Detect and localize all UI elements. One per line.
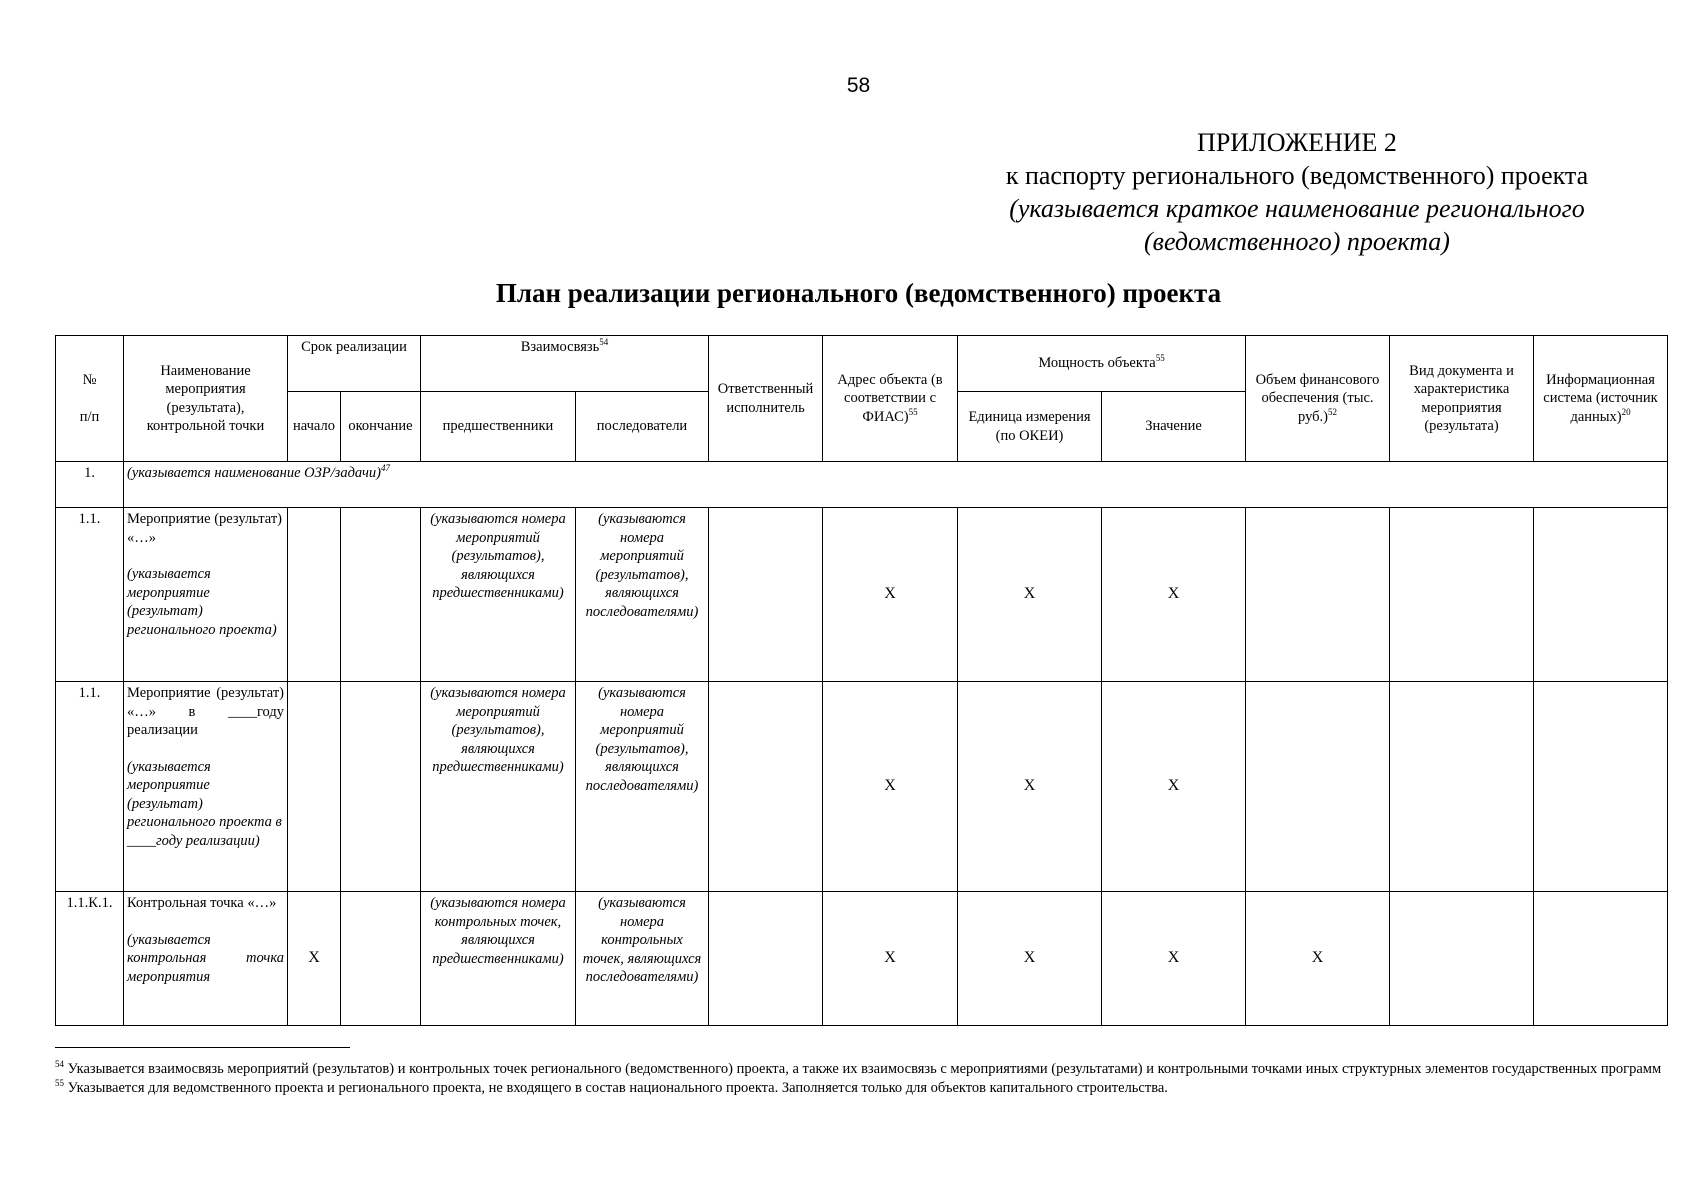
footnotes — [55, 1060, 1667, 1098]
row-unit: X — [958, 682, 1102, 892]
header-responsible: Ответственный исполнитель — [709, 336, 823, 462]
appendix-subtitle: к паспорту регионального (ведомственного) проекта — [1005, 161, 1589, 190]
row-info-system — [1534, 508, 1668, 682]
row-info-system — [1534, 892, 1668, 1026]
appendix-note-line2: (ведомственного) проекта) — [1144, 227, 1450, 256]
header-term: Срок реализации — [288, 336, 421, 392]
row-successors: (указываются номера мероприятий (результатов), являющихся последователями) — [576, 682, 709, 892]
row-end — [341, 682, 421, 892]
row-responsible — [709, 892, 823, 1026]
row-name-note: (указывается контрольная точка мероприятия — [127, 931, 284, 985]
row-finance — [1246, 682, 1390, 892]
row-finance — [1246, 508, 1390, 682]
row-name: Контрольная точка «…» (указывается контрольная точка мероприятия — [124, 892, 288, 1026]
section-text: (указывается наименование ОЗР/задачи)$^{47}$ — [124, 462, 1668, 508]
row-value: X — [1102, 682, 1246, 892]
row-predecessors: (указываются номера мероприятий (результатов), являющихся предшественниками) — [421, 508, 576, 682]
footnote-ref-47: 47 — [380, 463, 390, 474]
header-predecessors: предшественники — [421, 392, 576, 462]
header-number — [56, 336, 124, 462]
row-finance: X — [1246, 892, 1390, 1026]
header-number-top: № — [82, 372, 97, 388]
row-info-system — [1534, 682, 1668, 892]
row-number: 1.1. — [56, 682, 124, 892]
row-successors: (указываются номера контрольных точек, являющихся последователями) — [576, 892, 709, 1026]
footnote-ref-20: 20 — [1621, 406, 1631, 417]
footnote-ref-55: 55 — [908, 406, 918, 417]
row-end — [341, 892, 421, 1026]
row-name-note: (указывается мероприятие (результат) регионального проекта) — [127, 566, 277, 638]
header-number-bottom: п/п — [79, 408, 100, 425]
document-title: План реализации регионального (ведомственного) проекта — [495, 278, 1222, 308]
row-value: X — [1102, 508, 1246, 682]
page-number: 58 — [846, 74, 871, 97]
row-name-note: (указывается мероприятие (результат) регионального проекта в ____году реализации) — [127, 758, 282, 849]
footnote-ref-54: 54 — [599, 337, 609, 348]
footnote-separator — [55, 1047, 350, 1048]
row-predecessors: (указываются номера контрольных точек, являющихся предшественниками) — [421, 892, 576, 1026]
row-number: 1.1.К.1. — [56, 892, 124, 1026]
row-unit: X — [958, 892, 1102, 1026]
row-predecessors: (указываются номера мероприятий (результатов), являющихся предшественниками) — [421, 682, 576, 892]
row-responsible — [709, 508, 823, 682]
row-start — [288, 682, 341, 892]
row-doc-type — [1390, 682, 1534, 892]
header-name: Наименование мероприятия (результата), контрольной точки — [124, 336, 288, 462]
header-relation: Взаимосвязь$^{54}$ — [421, 336, 709, 392]
row-start — [288, 508, 341, 682]
header-address: Адрес объекта (в соответствии с ФИАС)$^{55}$ — [823, 336, 958, 462]
table-row — [56, 682, 1668, 892]
header-doc-type: Вид документа и характеристика мероприятия (результата) — [1390, 336, 1534, 462]
plan-table — [55, 335, 1668, 1026]
row-successors: (указываются номера мероприятий (результатов), являющихся последователями) — [576, 508, 709, 682]
section-number: 1. — [56, 462, 124, 508]
appendix-title: ПРИЛОЖЕНИЕ 2 — [1197, 128, 1397, 157]
header-term-end: окончание — [341, 392, 421, 462]
header-capacity: Мощность объекта$^{55}$ — [958, 336, 1246, 392]
header-finance: Объем финансового обеспечения (тыс. руб.)$^{52}$ — [1246, 336, 1390, 462]
header-value: Значение — [1102, 392, 1246, 462]
header-info-system: Информационная система (источник данных)$^{20}$ — [1534, 336, 1668, 462]
header-unit: Единица измерения (по ОКЕИ) — [958, 392, 1102, 462]
appendix-header — [937, 126, 1657, 258]
footnote-ref-55: 55 — [1155, 353, 1165, 364]
row-value: X — [1102, 892, 1246, 1026]
row-start: X — [288, 892, 341, 1026]
row-name: Мероприятие (результат) «…» в ____году реализации (указывается мероприятие (результат) регионального проекта в ____году реализации) — [124, 682, 288, 892]
row-address: X — [823, 682, 958, 892]
table-row — [56, 508, 1668, 682]
row-unit: X — [958, 508, 1102, 682]
row-name: Мероприятие (результат) «…» (указывается мероприятие (результат) регионального проекта) — [124, 508, 288, 682]
appendix-note-line1: (указывается краткое наименование регионального — [1009, 194, 1585, 223]
footnote-55: $^{55}$ Указывается для ведомственного проекта и регионального проекта, не входящего в состав национального проекта. Заполняется только для объектов капитального строительства. — [55, 1078, 1168, 1096]
row-responsible — [709, 682, 823, 892]
footnote-54: $^{54}$ Указывается взаимосвязь мероприятий (результатов) и контрольных точек регионального (ведомственного) проекта, а также их взаимосвязь с мероприятиями (результатами) и контрольными точками иных структурных элементов государственных программ — [55, 1059, 1662, 1077]
footnote-ref-52: 52 — [1327, 406, 1337, 417]
row-end — [341, 508, 421, 682]
header-term-start: начало — [288, 392, 341, 462]
table-row — [56, 892, 1668, 1026]
row-doc-type — [1390, 892, 1534, 1026]
header-successors: последователи — [576, 392, 709, 462]
section-row — [56, 462, 1668, 508]
row-number: 1.1. — [56, 508, 124, 682]
row-address: X — [823, 508, 958, 682]
row-doc-type — [1390, 508, 1534, 682]
row-address: X — [823, 892, 958, 1026]
